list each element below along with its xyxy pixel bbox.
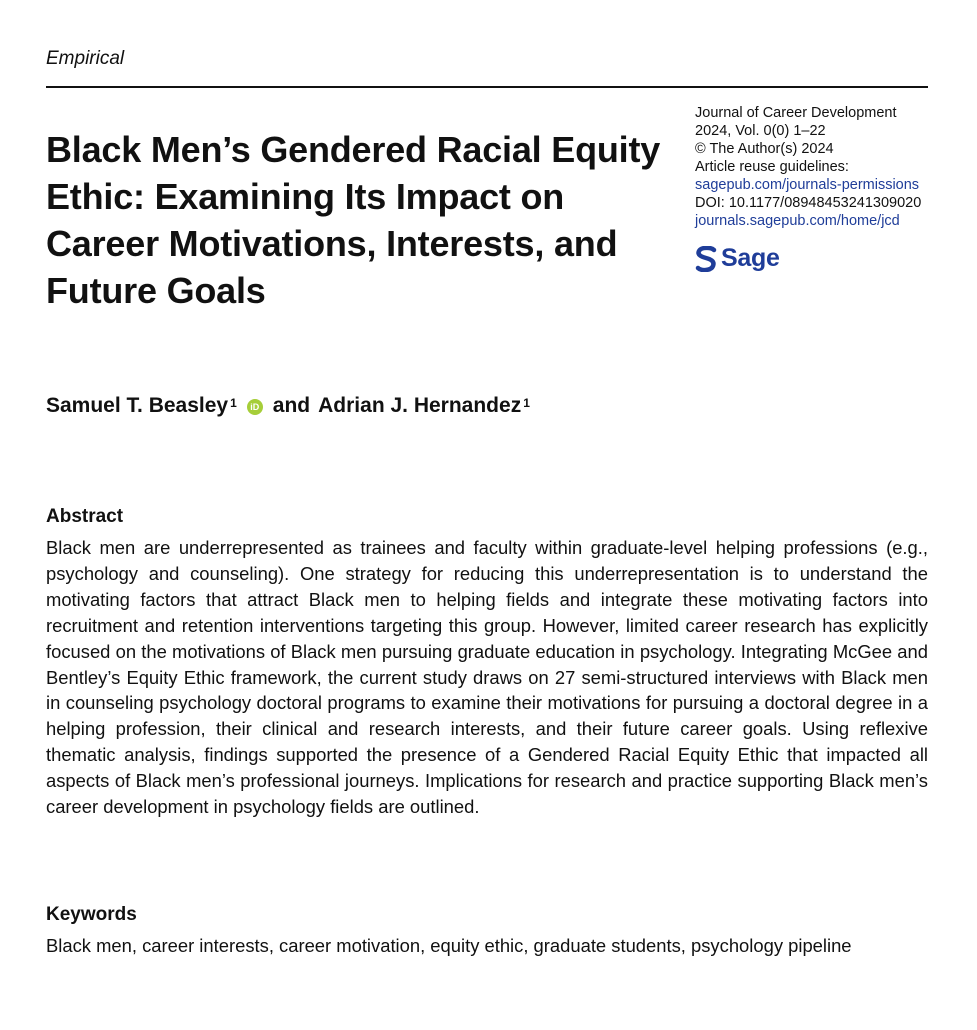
journal-home-link[interactable]: journals.sagepub.com/home/jcd	[695, 213, 900, 229]
sage-logo	[695, 244, 780, 273]
header-rule	[46, 86, 928, 88]
abstract-text: Black men are underrepresented as trainees and faculty within graduate-level helping professions (e.g., psychology and counseling). One strategy for reducing this underrepresentation is to understand the motivating factors that attract Black men to helping fields and integrate these motivating factors into recruitment and retention interventions targeting this group. However, limited career research has explicitly focused on the motivations of Black men pursuing graduate education in psychology. Integrating McGee and Bentley’s Equity Ethic framework, the current study draws on 27 semi-structured interviews with Black men in counseling psychology doctoral programs to examine their motivations for pursuing a doctoral degree in a helping profession, their clinical and research interests, and their future career goals. Using reflexive thematic analysis, findings supported the presence of a Gendered Racial Equity Ethic that impacted all aspects of Black men’s professional journeys. Implications for research and practice supporting Black men’s career development in psychology fields are outlined.	[46, 537, 928, 818]
keywords-text: Black men, career interests, career motivation, equity ethic, graduate students, psychology pipeline	[46, 935, 852, 956]
journal-metadata	[695, 104, 945, 230]
abstract-heading: Abstract	[46, 506, 124, 527]
journal-volume: 2024, Vol. 0(0) 1–22	[695, 123, 826, 139]
keywords-heading: Keywords	[46, 904, 137, 925]
affiliation-marker: 1	[523, 396, 530, 410]
sage-s-icon	[695, 246, 717, 272]
author-name: Adrian J. Hernandez	[318, 394, 522, 417]
copyright-line: © The Author(s) 2024	[695, 141, 834, 157]
author-list	[46, 394, 530, 418]
author-conjunction: and	[272, 394, 311, 417]
author-name: Samuel T. Beasley	[46, 394, 229, 417]
reuse-guidelines-label: Article reuse guidelines:	[695, 159, 849, 175]
article-type-label: Empirical	[46, 48, 125, 69]
sage-wordmark: Sage	[721, 244, 780, 272]
affiliation-marker: 1	[230, 396, 237, 410]
article-title: Black Men’s Gendered Racial Equity Ethic: Examining Its Impact on Career Motivations, Interests, and Future Goals	[46, 129, 661, 311]
orcid-icon[interactable]: iD	[247, 399, 263, 415]
doi-line: DOI: 10.1177/08948453241309020	[695, 195, 922, 211]
journal-name: Journal of Career Development	[695, 105, 897, 121]
permissions-link[interactable]: sagepub.com/journals-permissions	[695, 177, 920, 193]
